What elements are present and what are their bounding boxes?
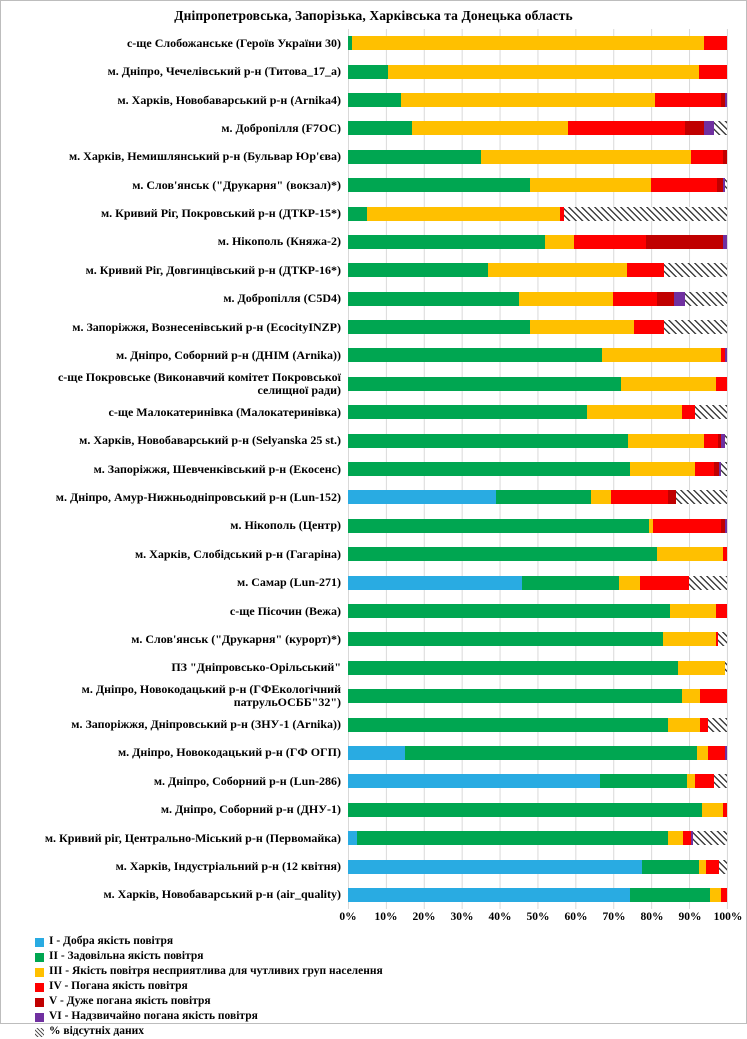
bar-segment-III — [488, 263, 626, 277]
x-tick-label: 60% — [564, 911, 588, 924]
stacked-bar — [348, 718, 727, 732]
bar-row — [1, 86, 746, 114]
bar-segment-III — [591, 490, 612, 504]
bar-segment-II — [348, 405, 587, 419]
bar-segment-IV — [695, 462, 714, 476]
legend-color-swatch — [35, 968, 44, 977]
row-label: ПЗ "Дніпровсько-Орільський" — [171, 660, 341, 675]
bar-segment-III — [702, 803, 723, 817]
bar-row — [1, 285, 746, 313]
stacked-bar — [348, 632, 727, 646]
row-label: м. Нікополь (Княжа-2) — [217, 234, 341, 249]
bar-segment-II — [348, 434, 628, 448]
row-label: м. Слов'янськ ("Друкарня" (курорт)*) — [131, 631, 341, 646]
stacked-bar — [348, 576, 727, 590]
bar-segment-II — [348, 547, 657, 561]
bar-segment-III — [682, 689, 701, 703]
bar-segment-IV — [721, 888, 727, 902]
legend-item — [35, 1025, 746, 1039]
bar-segment-VI — [725, 348, 727, 362]
stacked-bar — [348, 178, 727, 192]
bar-track — [348, 285, 728, 313]
row-label: м. Харків, Новобаварський р-н (Arnika4) — [117, 92, 341, 107]
bar-track — [348, 568, 728, 596]
stacked-bar — [348, 434, 727, 448]
bar-segment-V — [646, 235, 724, 249]
stacked-bar — [348, 888, 727, 902]
row-label: м. Харків, Слобідський р-н (Гагаріна) — [135, 546, 341, 561]
bar-segment-IV — [699, 65, 727, 79]
bar-track — [348, 228, 728, 256]
bar-row — [1, 568, 746, 596]
row-label: с-ще Покровське (Виконавчий комітет Покровської селищної ради) — [57, 369, 341, 397]
bar-row — [1, 881, 746, 909]
bar-segment-IV — [683, 831, 691, 845]
bar-segment-II — [348, 150, 481, 164]
bar-segment-II — [348, 803, 702, 817]
legend-label: II - Задовільна якість повітря — [49, 950, 204, 963]
bar-segment-missing — [664, 320, 727, 334]
bar-row — [1, 654, 746, 682]
bar-segment-II — [630, 888, 710, 902]
legend-item — [35, 935, 746, 949]
bar-row — [1, 512, 746, 540]
bar-segment-III — [699, 860, 707, 874]
bar-segment-III — [628, 434, 704, 448]
stacked-bar — [348, 121, 727, 135]
bar-segment-III — [619, 576, 640, 590]
bar-segment-V — [685, 121, 704, 135]
bar-segment-missing — [564, 207, 727, 221]
stacked-bar — [348, 207, 727, 221]
bar-segment-III — [668, 831, 683, 845]
row-label: м. Дніпро, Новокодацький р-н (ГФЕкологічний патрульОСББ"32") — [81, 682, 341, 710]
stacked-bar — [348, 519, 727, 533]
bar-segment-missing — [693, 831, 727, 845]
row-label: м. Харків, Немишлянський р-н (Бульвар Юр'єва) — [68, 149, 341, 164]
bar-segment-III — [697, 746, 708, 760]
legend-item — [35, 995, 746, 1009]
bar-track — [348, 767, 728, 795]
bar-segment-missing — [685, 292, 727, 306]
row-label: м. Запоріжжя, Вознесенівський р-н (EcocityINZP) — [72, 319, 341, 334]
bar-segment-II — [348, 178, 530, 192]
bar-segment-II — [348, 519, 649, 533]
row-label: с-ще Слобожанське (Героїв України 30) — [126, 35, 341, 50]
legend-color-swatch — [35, 1013, 44, 1022]
bar-segment-missing — [676, 490, 727, 504]
bar-track — [348, 824, 728, 852]
stacked-bar — [348, 36, 727, 50]
axis-spacer — [1, 909, 348, 927]
stacked-bar — [348, 689, 727, 703]
bar-segment-IV — [723, 547, 727, 561]
bar-segment-IV — [695, 774, 714, 788]
stacked-bar — [348, 462, 727, 476]
stacked-bar — [348, 774, 727, 788]
bar-segment-VI — [704, 121, 713, 135]
bar-segment-missing — [719, 860, 727, 874]
bar-track — [348, 654, 728, 682]
bar-segment-III — [401, 93, 655, 107]
bar-row — [1, 796, 746, 824]
stacked-bar — [348, 490, 727, 504]
bar-segment-VI — [725, 93, 727, 107]
bar-track — [348, 881, 728, 909]
bar-segment-IV — [706, 860, 719, 874]
bar-segment-VI — [674, 292, 685, 306]
bar-segment-I — [348, 831, 357, 845]
row-label: м. Добропілля (C5D4) — [223, 291, 341, 306]
legend-label: VI - Надзвичайно погана якість повітря — [49, 1010, 258, 1023]
bar-segment-IV — [682, 405, 695, 419]
bar-segment-missing — [714, 774, 727, 788]
bar-segment-II — [348, 661, 678, 675]
legend-item — [35, 965, 746, 979]
bar-segment-IV — [640, 576, 689, 590]
missing-data-hatch-swatch — [35, 1028, 44, 1037]
bar-segment-III — [687, 774, 695, 788]
bar-segment-II — [522, 576, 619, 590]
legend-item — [35, 950, 746, 964]
bar-row — [1, 143, 746, 171]
bar-segment-I — [348, 490, 496, 504]
x-tick-label: 100% — [713, 911, 743, 924]
bar-segment-IV — [691, 150, 723, 164]
bar-segment-VI — [725, 519, 727, 533]
bar-row — [1, 228, 746, 256]
bar-segment-II — [348, 207, 367, 221]
bar-segment-III — [668, 718, 700, 732]
bar-track — [348, 86, 728, 114]
bar-row — [1, 540, 746, 568]
bar-segment-IV — [716, 604, 727, 618]
stacked-bar — [348, 235, 727, 249]
bar-track — [348, 313, 728, 341]
row-label: м. Самар (Lun-271) — [237, 575, 341, 590]
bar-segment-III — [352, 36, 704, 50]
bar-segment-V — [668, 490, 676, 504]
stacked-bar — [348, 65, 727, 79]
bar-track — [348, 625, 728, 653]
bar-segment-III — [587, 405, 682, 419]
bar-row — [1, 29, 746, 57]
row-label: с-ще Пісочин (Вежа) — [229, 603, 341, 618]
bar-segment-IV — [653, 519, 721, 533]
bar-segment-IV — [723, 803, 727, 817]
row-label: м. Харків, Новобаварський р-н (air_quality) — [103, 887, 341, 902]
bar-segment-II — [600, 774, 687, 788]
bar-row — [1, 739, 746, 767]
stacked-bar — [348, 405, 727, 419]
stacked-bar — [348, 547, 727, 561]
bar-segment-II — [348, 93, 401, 107]
bar-segment-I — [348, 888, 630, 902]
bar-row — [1, 483, 746, 511]
bar-segment-III — [678, 661, 725, 675]
bar-track — [348, 341, 728, 369]
stacked-bar — [348, 803, 727, 817]
x-tick-label: 10% — [374, 911, 398, 924]
bar-track — [348, 114, 728, 142]
bar-track — [348, 199, 728, 227]
bar-track — [348, 512, 728, 540]
stacked-bar — [348, 860, 727, 874]
stacked-bar — [348, 93, 727, 107]
stacked-bar — [348, 150, 727, 164]
bar-segment-missing — [725, 434, 727, 448]
bar-segment-IV — [568, 121, 685, 135]
row-label: м. Дніпро, Новокодацький р-н (ГФ ОГП) — [117, 745, 341, 760]
bar-segment-II — [348, 632, 663, 646]
bar-segment-IV — [655, 93, 721, 107]
bar-track — [348, 597, 728, 625]
bar-row — [1, 398, 746, 426]
row-label: м. Кривий Ріг, Довгинцівський р-н (ДТКР-16*) — [85, 262, 341, 277]
bar-segment-III — [663, 632, 716, 646]
legend-color-swatch — [35, 983, 44, 992]
bar-segment-II — [348, 65, 388, 79]
bar-segment-missing — [664, 263, 727, 277]
bar-track — [348, 483, 728, 511]
x-tick-label: 50% — [526, 911, 550, 924]
bar-track — [348, 682, 728, 710]
legend-color-swatch — [35, 938, 44, 947]
bar-track — [348, 710, 728, 738]
bar-segment-III — [710, 888, 721, 902]
legend-label: III - Якість повітря несприятлива для чутливих груп населення — [49, 965, 383, 978]
bar-segment-II — [357, 831, 668, 845]
bar-segment-III — [412, 121, 567, 135]
bar-row — [1, 341, 746, 369]
bar-segment-IV — [700, 718, 708, 732]
row-label: м. Кривий Ріг, Покровський р-н (ДТКР-15*) — [100, 206, 341, 221]
bar-segment-I — [348, 774, 600, 788]
bar-segment-II — [348, 377, 621, 391]
bar-row — [1, 57, 746, 85]
bar-segment-VI — [725, 746, 727, 760]
x-tick-label: 90% — [678, 911, 702, 924]
bar-row — [1, 426, 746, 454]
stacked-bar — [348, 661, 727, 675]
row-label: м. Дніпро, Соборний р-н (ДНУ-1) — [160, 802, 341, 817]
bar-segment-III — [388, 65, 699, 79]
x-tick-label: 0% — [339, 911, 357, 924]
bar-segment-IV — [704, 36, 727, 50]
legend — [35, 935, 746, 1039]
bar-segment-II — [348, 348, 602, 362]
bar-segment-missing — [718, 632, 727, 646]
x-axis — [1, 909, 746, 927]
bar-segment-III — [670, 604, 715, 618]
bar-segment-III — [530, 178, 651, 192]
bar-segment-IV — [611, 490, 668, 504]
bar-track — [348, 455, 728, 483]
row-label: м. Запоріжжя, Дніпровський р-н (ЗНУ-1 (Arnika)) — [71, 717, 341, 732]
bar-row — [1, 114, 746, 142]
bar-segment-missing — [725, 178, 727, 192]
bar-segment-V — [723, 150, 727, 164]
row-label: м. Дніпро, Амур-Нижньодніпровський р-н (Lun-152) — [55, 489, 341, 504]
row-label: м. Нікополь (Центр) — [230, 518, 341, 533]
bar-row — [1, 171, 746, 199]
bar-segment-VI — [723, 235, 727, 249]
bar-row — [1, 710, 746, 738]
stacked-bar-chart — [1, 29, 746, 909]
row-label: м. Дніпро, Чечелівський р-н (Титова_17_а) — [107, 64, 341, 79]
bar-segment-II — [348, 292, 519, 306]
row-label: м. Харків, Індустріальний р-н (12 квітня) — [115, 859, 341, 874]
row-label: м. Дніпро, Соборний р-н (Lun-286) — [153, 773, 341, 788]
row-label: м. Харків, Новобаварський р-н (Selyanska 25 st.) — [79, 433, 341, 448]
bar-track — [348, 852, 728, 880]
bar-segment-II — [348, 320, 530, 334]
bar-row — [1, 199, 746, 227]
stacked-bar — [348, 746, 727, 760]
bar-segment-missing — [708, 718, 727, 732]
bar-segment-II — [348, 235, 545, 249]
bar-segment-IV — [700, 689, 727, 703]
bar-segment-III — [530, 320, 634, 334]
bar-segment-III — [657, 547, 723, 561]
bar-segment-IV — [627, 263, 665, 277]
bar-segment-IV — [613, 292, 657, 306]
bar-segment-II — [348, 462, 630, 476]
stacked-bar — [348, 831, 727, 845]
bar-row — [1, 682, 746, 710]
bar-segment-missing — [721, 462, 727, 476]
legend-color-swatch — [35, 998, 44, 1007]
bar-segment-I — [348, 746, 405, 760]
stacked-bar — [348, 320, 727, 334]
bar-segment-missing — [714, 121, 727, 135]
bar-segment-II — [496, 490, 591, 504]
legend-item — [35, 980, 746, 994]
bar-segment-missing — [725, 661, 727, 675]
bar-track — [348, 426, 728, 454]
row-label: м. Запоріжжя, Шевченківський р-н (Екосенс) — [93, 461, 341, 476]
x-axis-ticks — [339, 909, 743, 927]
bar-segment-IV — [708, 746, 725, 760]
bar-track — [348, 57, 728, 85]
bar-track — [348, 540, 728, 568]
bar-track — [348, 370, 728, 398]
bar-segment-I — [348, 860, 642, 874]
x-tick-label: 30% — [450, 911, 474, 924]
stacked-bar — [348, 292, 727, 306]
bar-segment-III — [545, 235, 573, 249]
bar-row — [1, 852, 746, 880]
bar-row — [1, 767, 746, 795]
bar-segment-IV — [634, 320, 664, 334]
legend-label: I - Добра якість повітря — [49, 935, 174, 948]
legend-label: % відсутніх даних — [49, 1025, 144, 1038]
row-label: м. Кривий ріг, Центрально-Міський р-н (Первомайка) — [44, 830, 341, 845]
bar-segment-missing — [695, 405, 727, 419]
chart-title: Дніпропетровська, Запорізька, Харківська та Донецька область — [174, 8, 573, 23]
bar-segment-III — [630, 462, 694, 476]
x-tick-label: 70% — [602, 911, 626, 924]
legend-label: IV - Погана якість повітря — [49, 980, 188, 993]
stacked-bar — [348, 348, 727, 362]
bar-segment-III — [367, 207, 560, 221]
stacked-bar — [348, 604, 727, 618]
row-label: м. Слов'янськ ("Друкарня" (вокзал)*) — [132, 177, 341, 192]
bar-segment-II — [405, 746, 697, 760]
bar-segment-IV — [704, 434, 717, 448]
stacked-bar — [348, 377, 727, 391]
bar-segment-IV — [716, 377, 727, 391]
bar-track — [348, 256, 728, 284]
bar-segment-IV — [574, 235, 646, 249]
legend-label: V - Дуже погана якість повітря — [49, 995, 211, 1008]
bar-row — [1, 597, 746, 625]
bar-track — [348, 143, 728, 171]
legend-color-swatch — [35, 953, 44, 962]
bar-row — [1, 256, 746, 284]
bar-track — [348, 796, 728, 824]
bar-segment-II — [348, 718, 668, 732]
x-tick-label: 80% — [640, 911, 664, 924]
bar-segment-II — [348, 121, 412, 135]
bar-segment-II — [642, 860, 699, 874]
bar-segment-III — [519, 292, 614, 306]
bar-row — [1, 370, 746, 398]
bar-track — [348, 739, 728, 767]
stacked-bar — [348, 263, 727, 277]
bar-segment-I — [348, 576, 522, 590]
x-tick-label: 40% — [488, 911, 512, 924]
row-label: м. Добропілля (F7OC) — [221, 120, 341, 135]
bar-segment-II — [348, 263, 488, 277]
bar-track — [348, 171, 728, 199]
bar-segment-missing — [689, 576, 727, 590]
bar-segment-II — [348, 604, 670, 618]
bar-segment-V — [657, 292, 674, 306]
bar-segment-IV — [651, 178, 717, 192]
bar-row — [1, 625, 746, 653]
bar-segment-II — [348, 689, 682, 703]
bar-segment-III — [602, 348, 721, 362]
bar-track — [348, 29, 728, 57]
bar-track — [348, 398, 728, 426]
x-tick-label: 20% — [412, 911, 436, 924]
bar-row — [1, 455, 746, 483]
row-label: м. Дніпро, Соборний р-н (ДНІМ (Arnika)) — [115, 348, 341, 363]
row-label: с-ще Малокатеринівка (Малокатеринівка) — [108, 404, 341, 419]
bar-row — [1, 824, 746, 852]
bar-row — [1, 313, 746, 341]
legend-item — [35, 1010, 746, 1024]
bar-segment-III — [481, 150, 691, 164]
bar-segment-III — [621, 377, 716, 391]
